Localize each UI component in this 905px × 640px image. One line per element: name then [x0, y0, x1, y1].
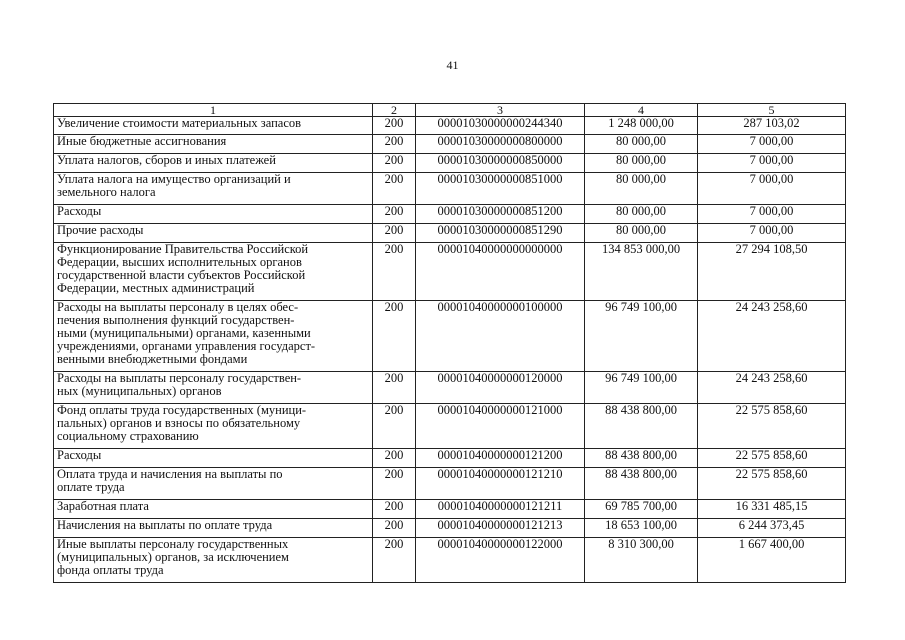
- row-code-cell: 200: [373, 154, 416, 173]
- table-row: [54, 301, 846, 372]
- row-approved-cell: 8 310 300,00: [585, 538, 698, 583]
- row-code-cell: 200: [373, 117, 416, 135]
- row-executed-cell: 1 667 400,00: [698, 538, 846, 583]
- row-kbk-cell: 00001040000000122000: [416, 538, 585, 583]
- budget-table: [53, 103, 846, 583]
- row-code-cell: 200: [373, 449, 416, 468]
- row-executed-cell: 27 294 108,50: [698, 243, 846, 301]
- table-row: [54, 500, 846, 519]
- row-code-cell: 200: [373, 468, 416, 500]
- row-approved-cell: 80 000,00: [585, 224, 698, 243]
- header-cell: 5: [698, 104, 846, 117]
- row-approved-cell: 96 749 100,00: [585, 372, 698, 404]
- row-code-cell: 200: [373, 173, 416, 205]
- row-approved-cell: 80 000,00: [585, 154, 698, 173]
- row-code-cell: 200: [373, 538, 416, 583]
- row-name-cell: Фонд оплаты труда государственных (муници- пальных) органов и взносы по обязательному социальному страхованию: [54, 404, 373, 449]
- table-row: [54, 538, 846, 583]
- row-approved-cell: 96 749 100,00: [585, 301, 698, 372]
- table-row: [54, 449, 846, 468]
- row-approved-cell: 80 000,00: [585, 205, 698, 224]
- row-name-cell: Увеличение стоимости материальных запасов: [54, 117, 373, 135]
- row-executed-cell: 7 000,00: [698, 224, 846, 243]
- row-kbk-cell: 00001030000000851200: [416, 205, 585, 224]
- table-row: [54, 205, 846, 224]
- table-row: [54, 468, 846, 500]
- row-name-cell: Уплата налогов, сборов и иных платежей: [54, 154, 373, 173]
- row-name-cell: Функционирование Правительства Российской Федерации, высших исполнительных органов государственной власти субъектов Российской Федерации, местных администраций: [54, 243, 373, 301]
- page-number: 41: [446, 58, 459, 72]
- header-cell: 1: [54, 104, 373, 117]
- row-kbk-cell: 00001040000000120000: [416, 372, 585, 404]
- row-name-cell: Заработная плата: [54, 500, 373, 519]
- row-kbk-cell: 00001030000000850000: [416, 154, 585, 173]
- row-code-cell: 200: [373, 205, 416, 224]
- row-executed-cell: 22 575 858,60: [698, 449, 846, 468]
- row-name-cell: Расходы: [54, 449, 373, 468]
- row-name-cell: Уплата налога на имущество организаций и земельного налога: [54, 173, 373, 205]
- row-approved-cell: 88 438 800,00: [585, 404, 698, 449]
- row-approved-cell: 1 248 000,00: [585, 117, 698, 135]
- row-kbk-cell: 00001040000000121200: [416, 449, 585, 468]
- row-kbk-cell: 00001030000000851290: [416, 224, 585, 243]
- table-row: [54, 372, 846, 404]
- row-executed-cell: 7 000,00: [698, 154, 846, 173]
- row-executed-cell: 24 243 258,60: [698, 301, 846, 372]
- row-kbk-cell: 00001040000000000000: [416, 243, 585, 301]
- row-executed-cell: 6 244 373,45: [698, 519, 846, 538]
- row-name-cell: Начисления на выплаты по оплате труда: [54, 519, 373, 538]
- row-kbk-cell: 00001040000000121000: [416, 404, 585, 449]
- row-name-cell: Прочие расходы: [54, 224, 373, 243]
- row-approved-cell: 88 438 800,00: [585, 449, 698, 468]
- row-executed-cell: 7 000,00: [698, 135, 846, 154]
- header-cell: 4: [585, 104, 698, 117]
- row-name-cell: Расходы: [54, 205, 373, 224]
- row-approved-cell: 88 438 800,00: [585, 468, 698, 500]
- table-row: [54, 404, 846, 449]
- row-kbk-cell: 00001040000000100000: [416, 301, 585, 372]
- table-header-row: [54, 104, 846, 117]
- table-row: [54, 135, 846, 154]
- row-kbk-cell: 00001030000000800000: [416, 135, 585, 154]
- row-kbk-cell: 00001040000000121211: [416, 500, 585, 519]
- row-approved-cell: 69 785 700,00: [585, 500, 698, 519]
- table-row: [54, 117, 846, 135]
- row-executed-cell: 22 575 858,60: [698, 404, 846, 449]
- row-executed-cell: 16 331 485,15: [698, 500, 846, 519]
- row-code-cell: 200: [373, 372, 416, 404]
- row-approved-cell: 80 000,00: [585, 135, 698, 154]
- row-name-cell: Оплата труда и начисления на выплаты по оплате труда: [54, 468, 373, 500]
- row-approved-cell: 134 853 000,00: [585, 243, 698, 301]
- table-row: [54, 173, 846, 205]
- row-name-cell: Иные выплаты персоналу государственных (муниципальных) органов, за исключением фонда оплаты труда: [54, 538, 373, 583]
- row-kbk-cell: 00001030000000851000: [416, 173, 585, 205]
- row-approved-cell: 18 653 100,00: [585, 519, 698, 538]
- table-row: [54, 224, 846, 243]
- row-code-cell: 200: [373, 243, 416, 301]
- row-name-cell: Иные бюджетные ассигнования: [54, 135, 373, 154]
- row-code-cell: 200: [373, 224, 416, 243]
- row-kbk-cell: 00001030000000244340: [416, 117, 585, 135]
- row-code-cell: 200: [373, 500, 416, 519]
- row-code-cell: 200: [373, 135, 416, 154]
- row-code-cell: 200: [373, 301, 416, 372]
- row-code-cell: 200: [373, 519, 416, 538]
- row-kbk-cell: 00001040000000121210: [416, 468, 585, 500]
- row-executed-cell: 7 000,00: [698, 173, 846, 205]
- table-row: [54, 519, 846, 538]
- row-kbk-cell: 00001040000000121213: [416, 519, 585, 538]
- table-row: [54, 243, 846, 301]
- table-row: [54, 154, 846, 173]
- row-executed-cell: 287 103,02: [698, 117, 846, 135]
- row-approved-cell: 80 000,00: [585, 173, 698, 205]
- row-name-cell: Расходы на выплаты персоналу в целях обес- печения выполнения функций государствен- ными (муниципальными) органами, казенными учреждениями, органами управления государст- венными внебюджетными фондами: [54, 301, 373, 372]
- header-cell: 2: [373, 104, 416, 117]
- row-name-cell: Расходы на выплаты персоналу государствен- ных (муниципальных) органов: [54, 372, 373, 404]
- row-executed-cell: 7 000,00: [698, 205, 846, 224]
- row-code-cell: 200: [373, 404, 416, 449]
- row-executed-cell: 24 243 258,60: [698, 372, 846, 404]
- header-cell: 3: [416, 104, 585, 117]
- row-executed-cell: 22 575 858,60: [698, 468, 846, 500]
